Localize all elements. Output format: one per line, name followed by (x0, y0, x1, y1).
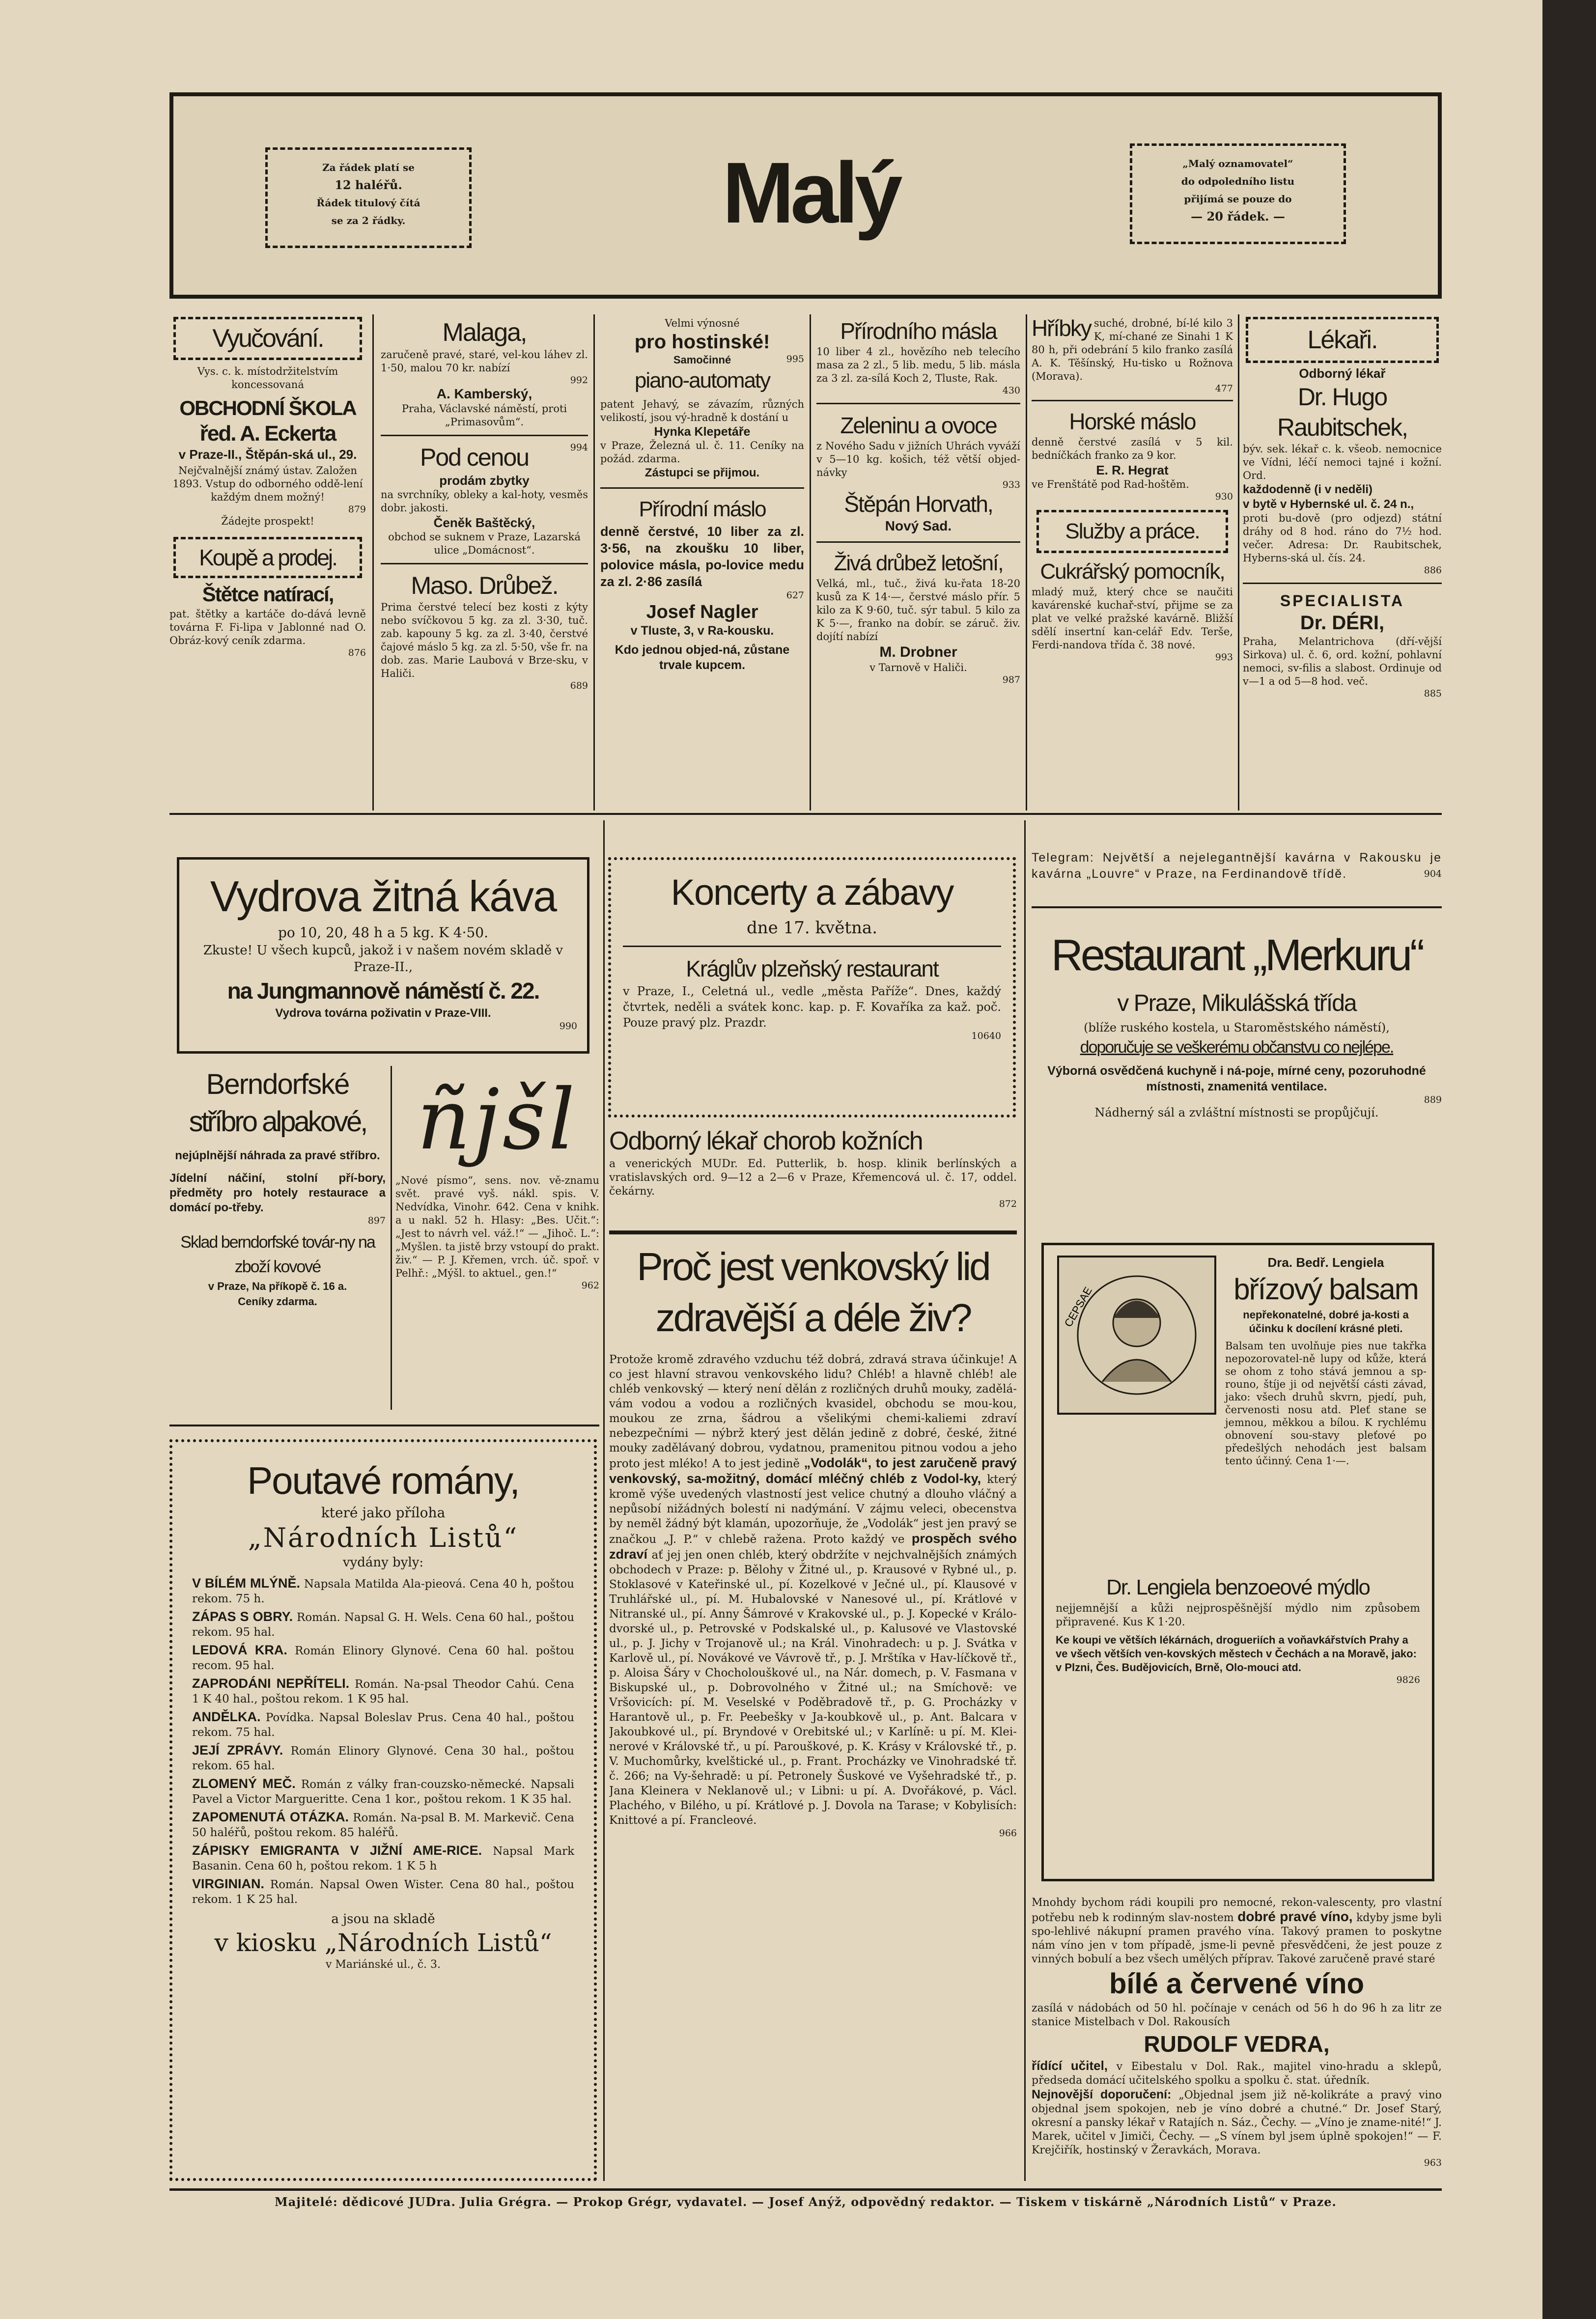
berndorf-title-1: Berndorfské (206, 1068, 349, 1100)
maslo-motto: Kdo jednou objed-ná, zůstane trvale kupcem. (615, 643, 790, 672)
lengiel-title: břízový balsam (1233, 1273, 1418, 1306)
book-entry (192, 1776, 574, 1807)
venkovsky-title-1: Proč jest venkovský lid (637, 1245, 989, 1288)
piano-title-2: piano-automaty (634, 368, 770, 392)
book-desc: Napsal Mark Basanin. Cena 60 h, poštou rekom. 1 K 5 h (192, 1845, 575, 1872)
raubitschek-daily: každodenně (i v neděli) (1243, 483, 1373, 496)
berndorf-tag: nejúplnější náhrada za pravé stříbro. (175, 1149, 380, 1162)
lekari-heading: Lékaři. (1307, 326, 1377, 354)
specialista: SPECIALISTA (1280, 592, 1405, 610)
drubez-text: Velká, ml., tuč., živá ku-řata 18-20 kusů za K 14·—, čerstvé máslo přír. 5 kilo za K 9·60, tuč. sýr tabul. 5 kilo za K 5·—, franko na dobír. se záruč. živ. dojítí nabízí (816, 578, 1020, 643)
deri-name: Dr. DÉRI, (1300, 612, 1385, 634)
venkovsky-text-3: který kromě výše uvedených vlastností jest velice chutný a dlouho vláčný a nepůsobí nižádných bolestí ni nadýmání. V zájmu veleci, obecenstva by neměl žádný být klamán, upozorňuje, že „Vodolák“ jest jen pravý se značkou „J. P.“ v chlebě ražena. Proto každý ve (609, 1473, 1017, 1546)
raubitschek-name: Dr. Hugo Raubitschek, (1277, 383, 1408, 441)
maso-text: Prima čerstvé telecí bez kosti z kýty nebo svíčkovou 5 kg. za zl. 3·30, tuč. zab. kapouny 5 kg. za zl. 3·40, čerstvé čajové máslo 5 kg. za zl. 5·50, vše fr. na dob. zas. Marie Laubová v Brze-sku, v Haliči. (381, 601, 588, 679)
vydrova-factory: Vydrova továrna poživatin v Praze-VIII. (275, 1006, 491, 1020)
section-rule (169, 1425, 599, 1426)
concerts-ad (608, 857, 1016, 1118)
column-rule (391, 1066, 392, 1410)
lekari-heading-box (1246, 317, 1439, 363)
divider (381, 435, 588, 436)
zelenina-text: z Nového Sadu v jižních Uhrách vyváží v 5—10 kg. košich, též větší objed-návky (816, 440, 1020, 478)
venkovsky-text-1: Protože kromě zdravého vzduchu též dobrá, zdravá strava účinkuje! A co jest hlavní stravou venkovského lidu? Chléb! a hlavně chléb! ale chléb venkovský — který není dělán z rozličných druhů mouky, zadělá-vám vodou a vodou a rozličných kvasidel, obchodu se mou-kou, moukou ze zrna, šádrou a všelikými chemi-kaliemi zdraví nebezpečními — nýbrž který jest dělán jedině z dobré, české, žitné mouky zadělávaný dobrou, vydatnou, pramenitou pitnou vodou a jeho proto jest mléko! A to jest jedině (609, 1353, 1017, 1470)
book-entry (192, 1576, 574, 1606)
lengiel-soap-text: nejjemnější a kůži nejprospěšnější mýdlo nim způsobem připravené. Kus K 1·20. (1056, 1602, 1420, 1628)
piano-agents: Zástupci se přijmou. (644, 466, 760, 479)
cena-firm: Čeněk Baštěcký, (433, 515, 535, 530)
horske-address: ve Frenštátě pod Rad-hoštěm. (1032, 478, 1189, 490)
drubez-title: Živá drůbež letošní, (834, 551, 1003, 575)
book-entry (192, 1643, 574, 1673)
koupe-heading-box (173, 537, 362, 578)
price-line-3: Řádek titulový čítá (316, 197, 420, 209)
ad-code: 992 (570, 375, 588, 386)
book-entry (192, 1743, 574, 1773)
divider (816, 403, 1020, 404)
divider (381, 563, 588, 564)
sluzby-heading-box (1036, 510, 1228, 553)
vydrova-address: na Jungmannově náměstí č. 22. (227, 978, 539, 1004)
book-entry (192, 1876, 574, 1907)
vydrova-text: Zkuste! U všech kupců, jakož i v našem novém skladě v Praze-II., (203, 943, 563, 975)
book-title: ZAPRODÁNI NEPŘÍTELI. (192, 1676, 350, 1691)
telegram-text: Telegram: Největší a nejelegantnější kavárna v Rakousku je kavárna „Louvre“ v Praze, na Ferdinandově třídě. (1032, 851, 1442, 881)
venkovsky-text-2: , to jest zaručeně pravý venkovský, sa-možitný, domácí mléčný chléb z Vodol-ky, (609, 1455, 1017, 1486)
piano-address: v Praze, Železná ul. č. 11. Ceníky na požád. zdarma. (600, 440, 804, 465)
merkur-hall: Nádherný sál a zvláštní místnosti se propůjčují. (1094, 1106, 1379, 1119)
vedra-rec-block (1032, 2088, 1442, 2157)
ad-code: 872 (999, 1199, 1017, 1209)
maslo-title: Přírodního másla (840, 318, 997, 344)
divider (816, 541, 1020, 543)
binding-edge (1542, 0, 1596, 2319)
book-desc: Román. Na-psal B. M. Markevič. Cena 50 haléřů, poštou rekom. 85 haléřů. (192, 1812, 575, 1839)
book-desc: Napsala Matilda Ala-pieová. Cena 40 h, poštou rekom. 75 h. (192, 1578, 574, 1605)
book-desc: Román Elinory Glynové. Cena 60 hal. poštou recom. 95 hal. (192, 1645, 574, 1672)
venkovsky-title-2: zdravější a déle živ? (655, 1296, 971, 1340)
school-desc: Nejčvalnější známý ústav. Založen 1893. Vstup do odborného oddě-lení každým dnem možný! (172, 465, 363, 503)
romany-kiosk-address: v Mariánské ul., č. 3. (325, 1958, 441, 1971)
venkovsky-body (609, 1352, 1017, 1828)
vedra-intro: Mnohdy bychom rádi koupili pro nemocné, rekon-valescenty, pro vlastní potřebu neb k rodinným slav-nostem (1032, 1897, 1442, 1924)
vedra-text-1: kdyby jsme byli spo-lehlivé nákupní pramen pravého vína. Takový pramen to poskytne nám víno jen v tom případě, jsme-li pevně přesvědčeni, že jest pouze z vinných bobulí a bez všech umělých příprav. Takové zaručeně pravé staré (1032, 1912, 1442, 1965)
ad-code: 885 (1424, 688, 1442, 699)
cena-title: Pod cenou (420, 444, 529, 471)
romany-issued: vydány byly: (342, 1555, 424, 1570)
malaga-firm: A. Kamberský, (436, 386, 532, 401)
lengiel-logo-text: CEPSAE (1062, 1285, 1094, 1329)
column-rule (593, 314, 595, 810)
horske-title: Horské máslo (1069, 409, 1196, 434)
ad-code: 897 (367, 1215, 386, 1226)
school-owner: řed. A. Eckerta (199, 421, 336, 446)
divider (1032, 400, 1233, 401)
masthead-left-box (265, 147, 472, 248)
ad-code: 876 (348, 647, 366, 658)
berndorf-free: Ceníky zdarma. (238, 1295, 317, 1308)
masthead-right-box (1130, 143, 1346, 244)
piano-title: pro hostinské! (634, 331, 770, 353)
lengiel-author: Dra. Bedř. Lengiela (1267, 1255, 1384, 1270)
skin-doctor-text: a venerických MUDr. Ed. Putterlik, b. hosp. klinik berlínských a vratislavských ord. 9—12 a 2—6 v Praze, Křemencová ul. č. 17, oddel. čekárny. (609, 1158, 1017, 1198)
vyucovani-heading: Vyučování. (212, 324, 323, 353)
ad-code: 627 (786, 590, 804, 601)
vydrova-prices: po 10, 20, 48 h a 5 kg. K 4·50. (278, 924, 489, 941)
divider (609, 1230, 1017, 1234)
section-rule (1032, 906, 1442, 908)
column-rule (372, 314, 374, 810)
book-desc: Román. Napsal G. H. Wels. Cena 60 hal., poštou rekom. 95 hal. (192, 1611, 575, 1639)
romany-ad (169, 1439, 597, 2181)
cukrar-text: mladý muž, který chce se naučiti kavárenské kuchař-ství, přijme se za plat ve velké pražské kavárně. Bližší sdělí insertní kan-celář Edv. Terše, Ferdi-nandova třída č. 38 nové. (1032, 586, 1233, 651)
concerts-text: v Praze, I., Celetná ul., vedle „města Paříže“. Dnes, každý čtvrtek, neděli a svátek konc. kap. p. F. Kovaříka za kaž. poč. Pouze pravý plz. Prazdr. (623, 984, 1001, 1030)
notice-line-3: přijímá se pouze do (1184, 193, 1292, 205)
col-piano (600, 317, 804, 808)
venkovsky-ad (609, 1230, 1017, 2181)
berndorf-ad (169, 1066, 386, 1420)
lekar-sub: Odborný lékař (1299, 366, 1386, 381)
ad-code: 930 (1215, 491, 1233, 502)
merkur-features: Výborná osvědčená kuchyně i ná-poje, mírné ceny, pozoruhodné místnosti, znamenitá ventilace. (1047, 1064, 1426, 1093)
school-cta: Žádejte prospekt! (221, 515, 314, 527)
romany-stock: a jsou na skladě (331, 1912, 435, 1927)
school-line-2: koncessovaná (231, 379, 304, 391)
column-rule (1024, 820, 1026, 2181)
koupe-heading: Koupě a prodej. (199, 545, 336, 570)
vedra-role-text: v Eibestalu v Dol. Rak., majitel vino-hradu a sklepů, předseda domácí učitelského spolku a spolku č. stat. úředník. (1032, 2061, 1442, 2087)
cena-heading-row (381, 442, 588, 473)
lengiel-top (1056, 1254, 1427, 1495)
footer-imprint: Majitelé: dědicové JUDra. Julia Grégra. — Prokop Grégr, vydavatel. — Josef Anýž, odpovědný redaktor. — Tiskem v tiskárně „Národních Listů“ v Praze. (275, 2195, 1337, 2209)
book-entry (192, 1843, 574, 1873)
merkur-near: (blíže ruského kostela, u Staroměstského náměstí), (1084, 1021, 1390, 1034)
ad-code: 889 (1424, 1094, 1442, 1105)
cena-sub: prodám zbytky (439, 473, 530, 488)
ad-code: 477 (1215, 383, 1233, 394)
book-title: V BÍLÉM MLÝNĚ. (192, 1576, 301, 1591)
lengiel-header (1225, 1254, 1427, 1467)
price-line-1: Za řádek platí se (322, 162, 415, 173)
hribky-title: Hříbky (1032, 317, 1091, 341)
book-desc: Román z války fran-couzsko-německé. Napsali Pavel a Victor Margueritte. Cena 1 kor., poštou rekom. 1 K 35 hal. (192, 1778, 575, 1806)
berndorf-store: Sklad berndorfské továr-ny na zboží kovové (180, 1233, 375, 1276)
merkur-title: Restaurant „Merkuru“ (1051, 931, 1423, 980)
skin-doctor-title: Odborný lékař chorob kožních (609, 1127, 923, 1155)
vedra-role-block (1032, 2059, 1442, 2088)
ad-code: 994 (570, 442, 588, 453)
ad-code: 966 (999, 1828, 1017, 1839)
ad-code: 933 (1002, 479, 1020, 490)
book-title: ZÁPISKY EMIGRANTA V JIŽNÍ AME-RICE. (192, 1843, 482, 1858)
vyucovani-heading-box (173, 317, 362, 360)
hribky-body: suché, drobné, bí-lé kilo 3 K, mí-chané ze Sinahi 1 K 80 h, při odebrání 5 kilo franko zasílá A. K. Těšínský, Hu-tisko u Rožnova (Morava). (1032, 317, 1233, 382)
brushes-text: pat. štětky a kartáče do-dává levně továrna F. Fi-lipa v Jablonné nad O. Obráz-kový ceník zdarma. (169, 608, 366, 646)
lengiel-illustration (1056, 1254, 1218, 1416)
price-line-2: 12 haléřů. (335, 178, 402, 192)
ad-code: 430 (1002, 385, 1020, 396)
cena-address: obchod se suknem v Praze, Lazarská ulice „Domácnost“. (388, 531, 581, 556)
notice-line-2: do odpoledního listu (1181, 175, 1295, 187)
malaga-text: zaručeně pravé, staré, vel-kou láhev zl. 1·50, malou 70 kr. nabízí (381, 349, 588, 374)
book-entry (192, 1676, 574, 1706)
piano-text: patent Jehavý, se závazím, různých velikostí, jsou vý-hradně k dostání u (600, 398, 804, 423)
romany-kiosk: v kiosku „Národních Listů“ (214, 1928, 552, 1957)
ad-code: 990 (559, 1021, 577, 1032)
concerts-venue: Kráglův plzeňský restaurant (686, 956, 938, 981)
drubez-address: v Tarnově v Haliči. (869, 662, 967, 673)
lengiel-sub: nepřekonatelné, dobré ja-kosti a účinku k docílení krásné pleti. (1243, 1309, 1409, 1335)
ad-code: 879 (348, 504, 366, 515)
romany-paper: „Národních Listů“ (248, 1522, 519, 1553)
woman-portrait-icon (1056, 1254, 1218, 1416)
merkur-recommend: doporučuje se veškerému občanstvu co nejlépe. (1080, 1038, 1394, 1057)
col-malaga (381, 317, 588, 808)
price-line-4: se za 2 řádky. (331, 215, 406, 226)
column-rule (603, 820, 605, 2181)
berndorf-items: Jídelní náčiní, stolní pří-bory, předměty pro hotely restaurace a domácí po-třeby. (169, 1172, 386, 1214)
vedra-rec-label: Nejnovější doporučení: (1032, 2088, 1172, 2101)
script-text: „Nové písmo“, sens. nov. vě-znamu svět. pravé vyš. nákl. spis. V. Nedvídka, Vinohr. 642. Cena v knihk. a u nakl. 52 h. Hlasy: „Bes. Učit.“: „Jest to návrh vel. váž.!“ — „Jihoč. L.“: „Myšlen. ta jistě brzy vstoupí do prakt. živ.“ — P. J. Křemen, vrch. úč. spoř. v Pelhř.: „Mýšl. to aktuel., gen.!“ (395, 1174, 599, 1279)
book-title: ZÁPAS S OBRY. (192, 1609, 293, 1624)
vedra-wine-2: bílé a červené víno (1109, 1968, 1365, 2000)
book-entry (192, 1709, 574, 1740)
book-title: ZAPOMENUTÁ OTÁZKA. (192, 1810, 349, 1824)
book-desc: Román Elinory Glynové. Cena 30 hal., poštou rekom. 65 hal. (192, 1745, 574, 1772)
school-name: OBCHODNÍ ŠKOLA (179, 396, 356, 419)
merkur-ad (1032, 923, 1442, 1199)
horske-firm: E. R. Hegrat (1096, 463, 1169, 477)
vedra-wine-1: dobré pravé víno, (1237, 1909, 1353, 1924)
column-rule (810, 314, 811, 810)
concerts-date: dne 17. května. (746, 918, 878, 938)
raubitschek-text-1: býv. sek. lékař c. k. všeob. nemocnice ve Vídni, léčí nemoci tajné i kožní. Ord. (1243, 443, 1442, 481)
script-ad (395, 1071, 599, 1415)
book-entry (192, 1810, 574, 1840)
book-entry (192, 1609, 574, 1640)
book-desc: Povídka. Napsal Boleslav Prus. Cena 40 hal., poštou rekom. 75 hal. (192, 1711, 575, 1739)
book-title: JEJÍ ZPRÁVY. (192, 1743, 283, 1758)
col-lekari (1243, 317, 1442, 808)
book-desc: Román. Napsal Owen Wister. Cena 80 hal., poštou rekom. 1 K 25 hal. (192, 1878, 574, 1906)
footer-rule (169, 2188, 1442, 2191)
piano-sub: Samočinné (673, 354, 731, 366)
concerts-title: Koncerty a zábavy (671, 872, 953, 913)
ad-code: 993 (1215, 652, 1233, 663)
merkur-city: v Praze, Mikulášská třída (1117, 990, 1356, 1016)
drubez-firm: M. Drobner (879, 644, 957, 660)
romany-sub: které jako příloha (321, 1505, 446, 1521)
lengiel-ad (1041, 1243, 1434, 1881)
ad-code: 9826 (1396, 1675, 1420, 1685)
vedra-body (1032, 1896, 1442, 1966)
vydrova-ad (177, 857, 589, 1054)
divider (1243, 583, 1442, 584)
vedra-name: RUDOLF VEDRA, (1144, 2031, 1330, 2057)
column-rule (1238, 314, 1239, 810)
horske-text: denně čerstvé zasílá v 5 kil. bedníčkách franko za 9 kor. (1032, 436, 1233, 461)
section-rule (169, 813, 1442, 815)
ad-code: 987 (1002, 674, 1020, 685)
divider (600, 487, 804, 489)
book-title: LEDOVÁ KRA. (192, 1643, 287, 1657)
zelenina-firm: Štěpán Horvath, (844, 491, 993, 517)
cena-text: na svrchníky, obleky a kal-hoty, vesměs dobr. jakosti. (381, 489, 588, 514)
venkovsky-health: prospěch svého zdraví (609, 1531, 1017, 1562)
col-vyucovani (169, 317, 366, 808)
berndorf-title-2: stříbro alpakové, (189, 1106, 366, 1138)
raubitschek-address: v bytě v Hybernské ul. č. 24 n., (1243, 498, 1414, 511)
raubitschek-text-2: proti bu-dově (pro odjezd) státní dráhy od 8 hod. ráno do 7½ hod. večer. Adresa: Dr. Raubitschek, Hyberns-ská ul. čís. 24. (1243, 512, 1442, 564)
zelenina-title: Zeleninu a ovoce (840, 413, 997, 438)
notice-line-4: — 20 řádek. — (1191, 209, 1285, 224)
vedra-role: řídící učitel, (1032, 2058, 1108, 2073)
piano-sub-row (600, 354, 804, 366)
prirodni-maslo-text: denně čerstvé, 10 liber za zl. 3·56, na zkoušku 10 liber, polovice másla, po-lovice medu za zl. 2·86 zasílá (600, 524, 804, 589)
hribky-text (1032, 317, 1233, 383)
script-logo: ñjšl (417, 1071, 578, 1169)
divider (623, 946, 1001, 947)
malaga-address: Praha, Václavské náměstí, proti „Primasovům“. (401, 403, 567, 428)
lengiel-soap-title: Dr. Lengiela benzoeové mýdlo (1106, 1575, 1370, 1599)
book-list (192, 1576, 574, 1907)
column-rule (1026, 314, 1027, 810)
brushes-title: Štětce natírací, (202, 583, 334, 606)
vodolak-name: „Vodolák“ (804, 1455, 868, 1470)
maslo-address: v Tluste, 3, v Ra-kousku. (630, 624, 774, 638)
col-maslo (816, 317, 1020, 808)
venkovsky-text-4: ať jej jen onen chléb, který obdržíte v nejchvalnějších známých obchodech v Praze: p. Bělohy v Žitné ul., p. Krausové v Rybné ul., p. Stoklasové v Kateřinské ul., pí. Kozelkové v Ječné ul., pí. Klausové v Truhlářské ul., pí. M. Hubalovské v Nanesové ul., pí. Krátlové v Nitranské ul., pí. Anny Šámrové v Krakovské ul., p. J. Kopecké v Králo-dvorské ul., p. Petrovské v Podskalské ul., p. Kalusové ve Vlastovské ul., p. J. Jichy v Trojanově ul.; na Král. Vinohradech: u p. J. Svátka v Karlově ul., pí. Novákové ve Vávrově tř., p. J. Mrštíka v Hav-líčkově tř., p. Aloisa Šáry v Chocholouškové ul., na Nár. domech, p. V. Fasmana v Biskupské ul., p. Dobrovolného v Žitné ul.; na Smíchově: ve Vršovicích: pí. M. Veselské v Poděbradově tř., p. G. Procházky v Harantově ul., p. Fr. Peebešky v Ja-koubkově ul., p. Ant. Balcara v Jakoubkové ul., pí. Bryndové v Orebitské ul.; v Karlíně: u pí. M. Klei-nerové v Královské tř., u pí. Parouškové, p. K. Krásy v Královské tř., p. V. Muchomůrky, kvelštické ul., p. Frant. Procházky ve Vinohradské tř. č. 266; na Vy-šehradě: u pí. Petronely Šuskové ve Vyšehradské tř., p. Jana Kleinera v Neklanově ul.; v Libni: u pí. A. Dvořákové, p. Václ. Plachého, v Bilého, u pí. Krátlové p. J. Dovola na Tarase; v Kobylisích: Knittové a pí. Francleové. (609, 1549, 1017, 1827)
berndorf-address: v Praze, Na příkopě č. 16 a. (208, 1280, 347, 1292)
col-hribky (1032, 317, 1233, 808)
maso-title: Maso. Drůbež. (411, 572, 558, 599)
piano-firm: Hynka Klepetáře (654, 425, 751, 439)
lengiel-text: Balsam ten uvolňuje pies nue takřka nepozorovatel-ně lupy od kůže, která se ohom z toho stává jemnou a sp-rouno, štíje ji od největší cásti závad, jako: všech druhů skvrn, pjedí, puh, červenosti nosu atd. Pleť stane se jemnou, měkkou a bílou. K rychlému obnovení sou-stavy pleťové po předešlých nehodách jest balsam tento účinný. Cena 1·—. (1225, 1340, 1427, 1467)
sluzby-heading: Služby a práce. (1065, 519, 1200, 543)
ad-code: 904 (1424, 868, 1442, 879)
piano-pre: Velmi výnosné (665, 317, 740, 329)
ad-code: 963 (1424, 2157, 1442, 2168)
lengiel-buy: Ke koupi ve větších lékárnách, drogueriích a voňavkářstvích Prahy a ve všech větších ven-kovských městech v Čechách a na Moravě, jako: v Plzni, Čes. Budějovicích, Brně, Olo-mouci atd. (1056, 1634, 1417, 1674)
deri-text: Praha, Melantrichova (dří-vější Sirkova) ul. č. 6, ord. kožní, pohlavní nemoci, sv-filis a slabost. Ordinuje od v—1 a od 5—8 hod. več. (1243, 636, 1442, 687)
vedra-ad (1032, 1896, 1442, 2186)
ad-code: 689 (570, 680, 588, 691)
maslo-firm: Josef Nagler (646, 602, 758, 622)
book-title: ANDĚLKA. (192, 1709, 261, 1724)
romany-title: Poutavé romány, (247, 1459, 519, 1502)
ad-code: 962 (581, 1280, 599, 1291)
telegram-ad (1032, 850, 1442, 904)
vedra-rec-text: „Objednal jsem již ně-kolikráte a pravý vino objednal jsem spokojen, neb je víno dobré a chutné.“ Dr. Josef Starý, okresní a pansky lékař v Ratajích n. Sáz., Čechy. — „Víno je zname-nité!“ J. Marek, učitel v Jimiči, Čechy. — „S vínem byl jsem úplně spokojen!“ — F. Krejčiřík, hostinský v Žeravkách, Morava. (1032, 2089, 1442, 2156)
notice-line-1: „Malý oznamovatel“ (1182, 158, 1293, 169)
masthead-title: Malý (722, 145, 899, 241)
ad-code: 995 (786, 354, 804, 364)
book-title: VIRGINIAN. (192, 1876, 265, 1891)
prirodni-maslo-title: Přírodní máslo (639, 497, 766, 521)
book-desc: Román. Na-psal Theodor Cahú. Cena 1 K 40 hal., poštou rekom. 1 K 95 hal. (192, 1678, 574, 1705)
zelenina-address: Nový Sad. (885, 518, 952, 533)
school-line-1: Vys. c. k. místodržitelstvím (197, 365, 338, 377)
maslo-text: 10 liber 4 zl., hovězího neb telecího masa za 2 zl., 5 lib. medu, 5 lib. másla za 3 zl. za-sílá Koch 2, Tluste, Rak. (816, 346, 1020, 384)
ad-code: 886 (1424, 565, 1442, 576)
malaga-title: Malaga, (442, 318, 527, 347)
skin-doctor-ad (609, 1125, 1017, 1223)
school-address: v Praze-II., Štěpán-ská ul., 29. (178, 447, 357, 462)
cukrar-title: Cukrářský pomocník, (1040, 559, 1225, 584)
ad-code: 10640 (971, 1031, 1001, 1041)
vydrova-title: Vydrova žitná káva (210, 872, 557, 921)
book-title: ZLOMENÝ MEČ. (192, 1776, 296, 1791)
vedra-text-2: zasílá v nádobách od 50 hl. počínaje v cenách od 56 h do 96 h za litr ze stanice Mistelbach v Dol. Rakousích (1032, 2002, 1442, 2028)
